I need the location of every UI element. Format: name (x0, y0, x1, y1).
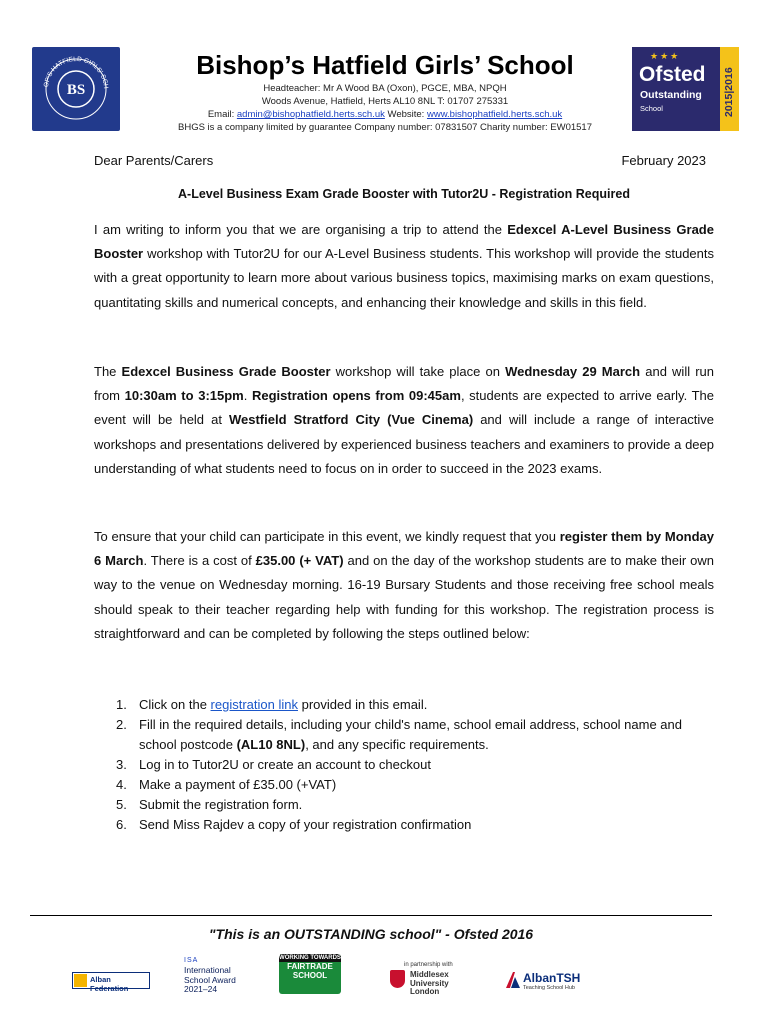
ofsted-school: School (640, 104, 663, 113)
text-run: . (243, 388, 252, 404)
text-run: workshop with Tutor2U for our A-Level Business students. This workshop will provide the students with a great opportunity to learn more about various business topics, maximising marks on exam questions, quantitating skills and numerical concepts, and enhancing their knowledge and skills in this field. (94, 246, 714, 310)
paragraph-intro (94, 218, 714, 315)
registration-step (116, 715, 716, 755)
headteacher-line: Headteacher: Mr A Wood BA (Oxon), PGCE, MBA, NPQH (263, 83, 507, 94)
text-run: , and any specific requirements. (305, 737, 489, 752)
albantsh-name: AlbanTSH (523, 971, 581, 985)
registration-step (116, 775, 716, 795)
text-run: Log in to Tutor2U or create an account to checkout (139, 757, 431, 772)
albantsh-logo (506, 971, 586, 993)
step-number: 2. (116, 717, 127, 732)
text-run: To ensure that your child can participate in this event, we kindly request that you (94, 529, 560, 544)
step-number: 6. (116, 817, 127, 832)
paragraph-event-details (94, 360, 714, 481)
albantsh-mark-icon (506, 972, 520, 988)
fairtrade-school-logo (279, 954, 341, 994)
text-run: Submit the registration form. (139, 797, 303, 812)
text-run: provided in this email. (297, 697, 428, 712)
alban-federation-icon (74, 974, 87, 987)
step-number: 5. (116, 797, 127, 812)
bold-text: register them by Monday 6 March (94, 529, 714, 569)
text-run: and on the day of the workshop students are to make their own way to the venue on Wednesday morning. 16-19 Bursary Students and those receiving free school meals should speak to their teacher regarding help with funding for this workshop. The registration process is straightforward and can be completed by following the steps outlined below: (94, 553, 715, 641)
address-line: Woods Avenue, Hatfield, Herts AL10 8NL T: 01707 275331 (261, 96, 509, 107)
middlesex-university-logo (390, 962, 480, 998)
school-name: Bishop’s Hatfield Girls’ School (196, 50, 574, 80)
isa-mark-icon: ISA (184, 957, 199, 964)
ofsted-quote: "This is an OUTSTANDING school" - Ofsted 2016 (208, 926, 534, 942)
bold-text: Wednesday 29 March (505, 364, 641, 379)
registration-link[interactable]: registration link (210, 697, 298, 712)
isa-name: International School Award 2021–24 (184, 965, 236, 994)
mdx-partner-text: in partnership with (404, 962, 453, 968)
website-label: Website: (384, 109, 427, 120)
bold-text: (AL10 8NL) (236, 737, 306, 752)
crest-text: OP'S HATFIELD GIRLS' SCH (42, 55, 110, 90)
text-run: and will include a range of interactive workshops and presentations delivered by experienced business teachers and examiners to provide a deep understanding of what students need to focus on in order to succeed in the 2023 exams. (94, 412, 715, 476)
text-run: The (94, 364, 122, 379)
registration-step (116, 695, 716, 715)
bold-text: Edexcel A-Level Business Grade Booster (94, 222, 714, 262)
letter-date: February 2023 (621, 153, 706, 168)
ofsted-outstanding-badge (632, 47, 739, 131)
registration-step (116, 795, 716, 815)
email-link[interactable]: admin@bishophatfield.herts.sch.uk (236, 109, 385, 120)
company-info-line: BHGS is a company limited by guarantee Company number: 07831507 Charity number: EW01517 (178, 122, 592, 133)
footer-divider (30, 915, 712, 916)
website-link[interactable]: www.bishophatfield.herts.sch.uk (426, 109, 563, 120)
bold-text: Registration opens from 09:45am (251, 388, 461, 404)
svg-text:BS: BS (66, 82, 86, 98)
text-run: . There is a cost of (143, 553, 256, 569)
paragraph-registration (94, 525, 714, 646)
email-label: Email: (207, 109, 237, 120)
albantsh-sub: Teaching School Hub (523, 985, 575, 991)
alban-federation-name: Alban Federation (90, 975, 129, 993)
text-run: I am writing to inform you that we are organising a trip to attend the (94, 222, 508, 237)
bold-text: 10:30am to 3:15pm (124, 388, 244, 404)
step-number: 3. (116, 757, 127, 772)
ofsted-title: Ofsted (639, 63, 706, 86)
mdx-shield-icon (390, 970, 405, 988)
ofsted-stars-icon: ★★★ (650, 51, 681, 61)
step-number: 4. (116, 777, 127, 792)
text-run: , students are expected to arrive early. The event will be held at (94, 388, 714, 428)
letter-subject: A-Level Business Exam Grade Booster with Tutor2U - Registration Required (178, 187, 630, 201)
text-run: Click on the (139, 697, 211, 712)
international-school-award-logo (184, 956, 254, 996)
salutation: Dear Parents/Carers (94, 153, 214, 168)
text-run: Send Miss Rajdev a copy of your registration confirmation (139, 817, 472, 832)
text-run: Make a payment of £35.00 (+VAT) (139, 777, 337, 792)
fairtrade-top: WORKING TOWARDS (279, 955, 341, 961)
text-run: workshop will take place on (330, 364, 506, 379)
crest-icon (32, 47, 120, 131)
step-number: 1. (116, 697, 127, 712)
school-crest-logo (32, 47, 120, 131)
bold-text: Edexcel Business Grade Booster (121, 364, 331, 379)
mdx-name: Middlesex University London (410, 970, 449, 996)
registration-step (116, 755, 716, 775)
registration-steps-list (116, 695, 716, 835)
bold-text: Westfield Stratford City (Vue Cinema) (228, 412, 474, 428)
fairtrade-name: FAIRTRADE SCHOOL (287, 962, 333, 980)
ofsted-year: 2015|2016 (723, 67, 735, 117)
text-run: and will run from (94, 364, 715, 404)
ofsted-rating: Outstanding (640, 89, 702, 101)
registration-step (116, 815, 716, 835)
text-run: Fill in the required details, including your child's name, school email address, school name and school postcode (139, 717, 682, 752)
alban-federation-logo (72, 972, 150, 993)
contact-line (130, 109, 640, 120)
bold-text: £35.00 (+ VAT) (255, 553, 344, 569)
